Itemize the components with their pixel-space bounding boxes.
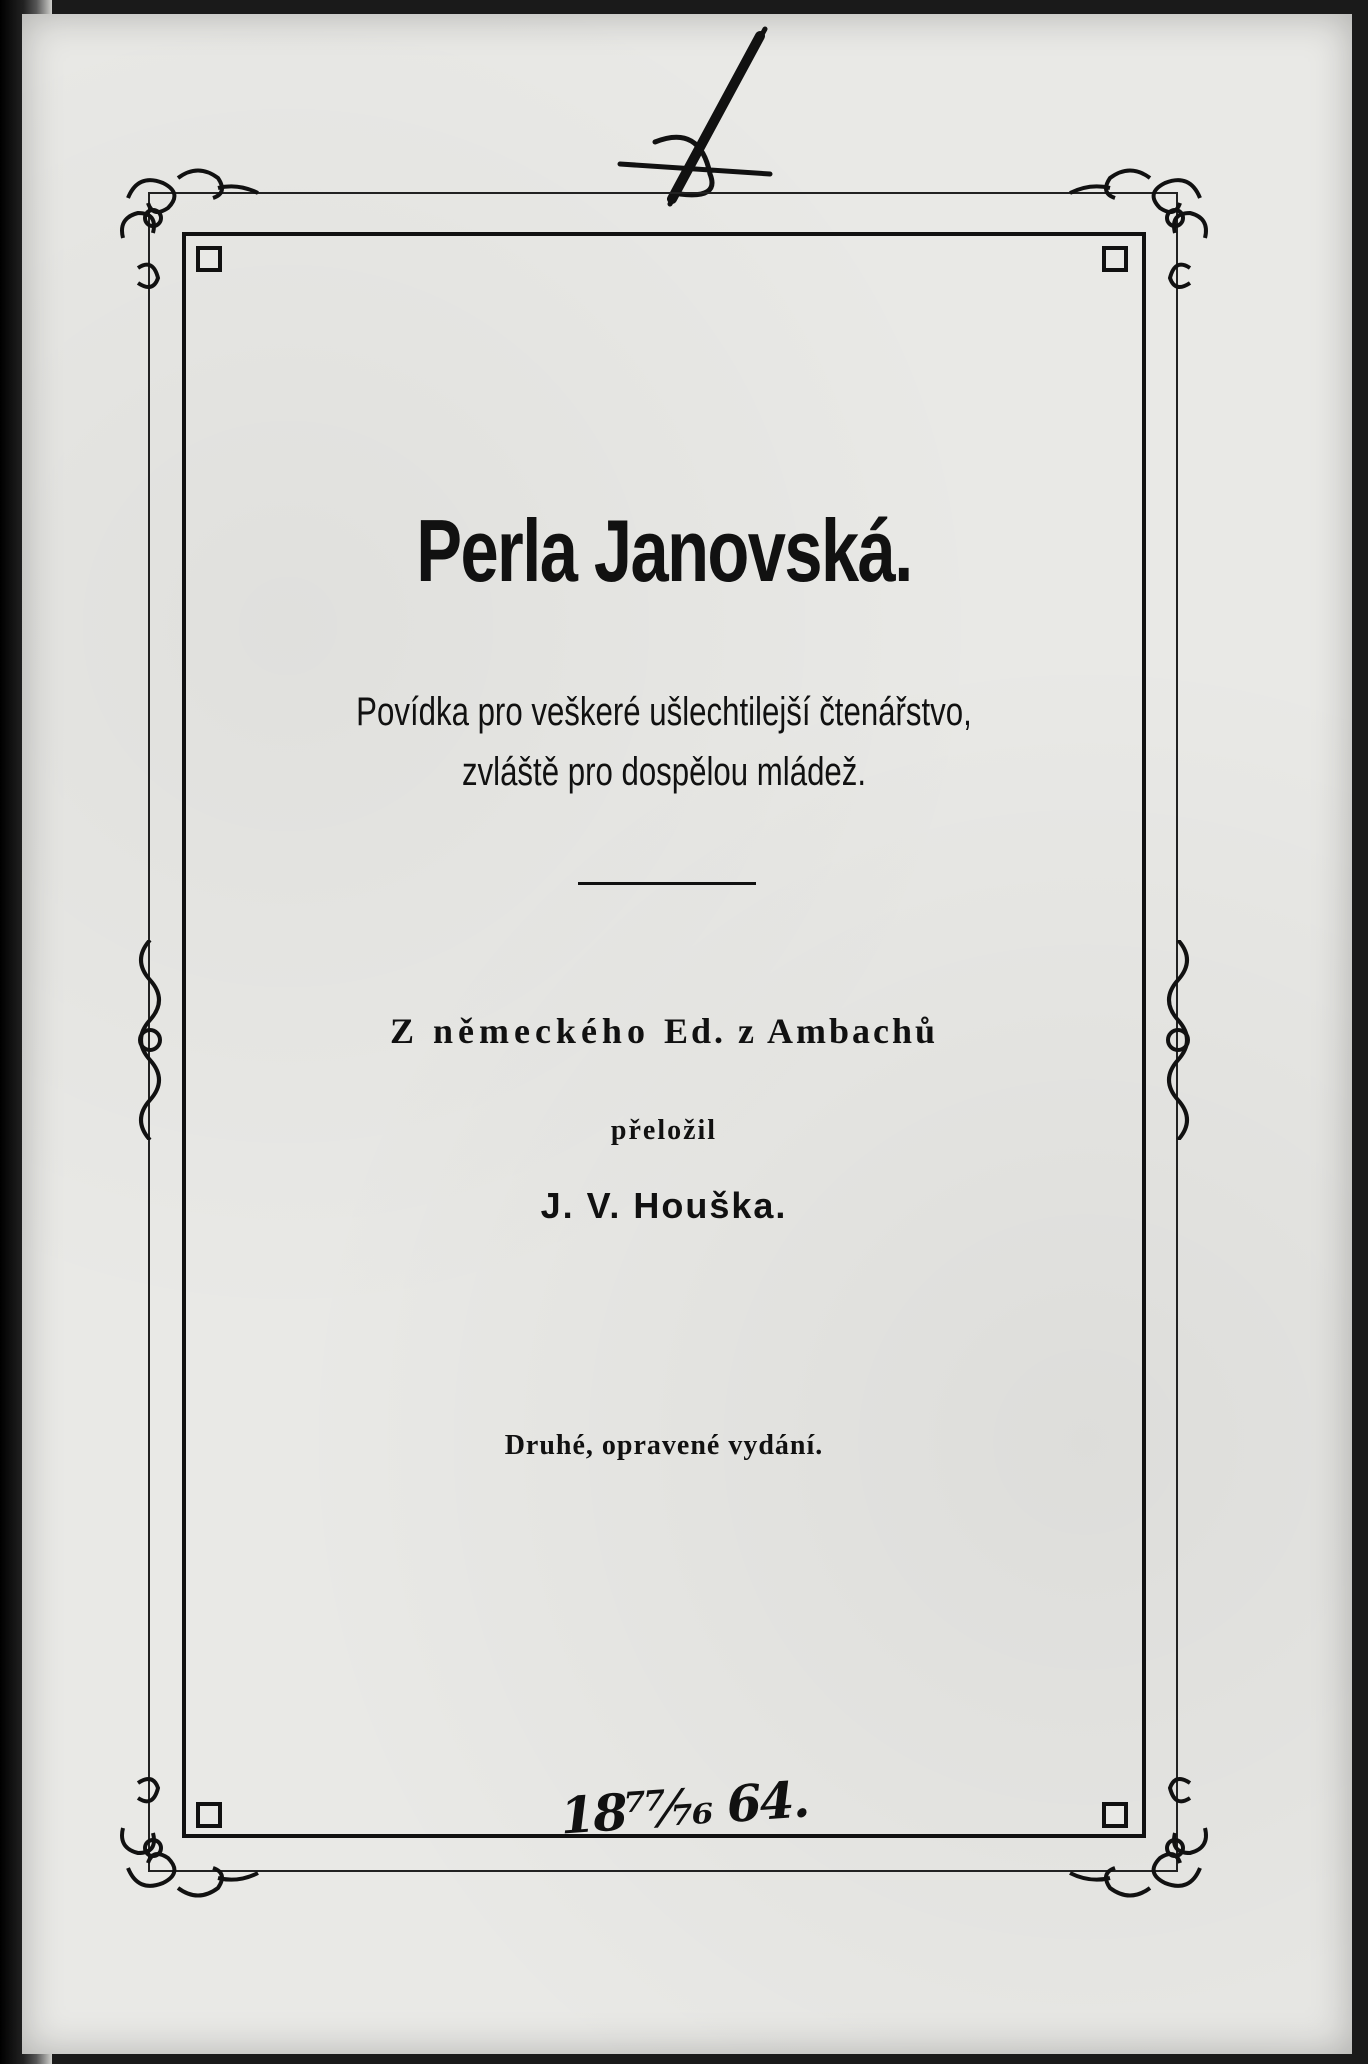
subtitle-line-1: Povídka pro veškeré ušlechtilejší čtenářstvo,: [356, 690, 972, 734]
translator-name: J. V. Houška.: [540, 1185, 788, 1226]
source-author: Ed. z Ambachů: [663, 1011, 939, 1051]
divider-rule: [578, 882, 756, 885]
ornament-top-left-icon: [108, 158, 268, 308]
edition-note: Druhé, opravené vydání.: [504, 1430, 824, 1461]
handwritten-number: 18⁷⁷⁄₇₆ 64.: [558, 1769, 810, 1846]
ornament-right-side-icon: [1156, 940, 1200, 1140]
subtitle-line-2: zvláště pro dospělou mládež.: [461, 750, 867, 794]
ornament-left-side-icon: [128, 940, 172, 1140]
source-prefix: Z německého: [389, 1011, 650, 1051]
source-line: [182, 1010, 1146, 1052]
ornament-bottom-right-icon: [1060, 1758, 1220, 1908]
ornament-top-right-icon: [1060, 158, 1220, 308]
translator-label: přeložil: [610, 1115, 718, 1146]
ornament-bottom-left-icon: [108, 1758, 268, 1908]
book-title: Perla Janovská.: [416, 501, 912, 600]
